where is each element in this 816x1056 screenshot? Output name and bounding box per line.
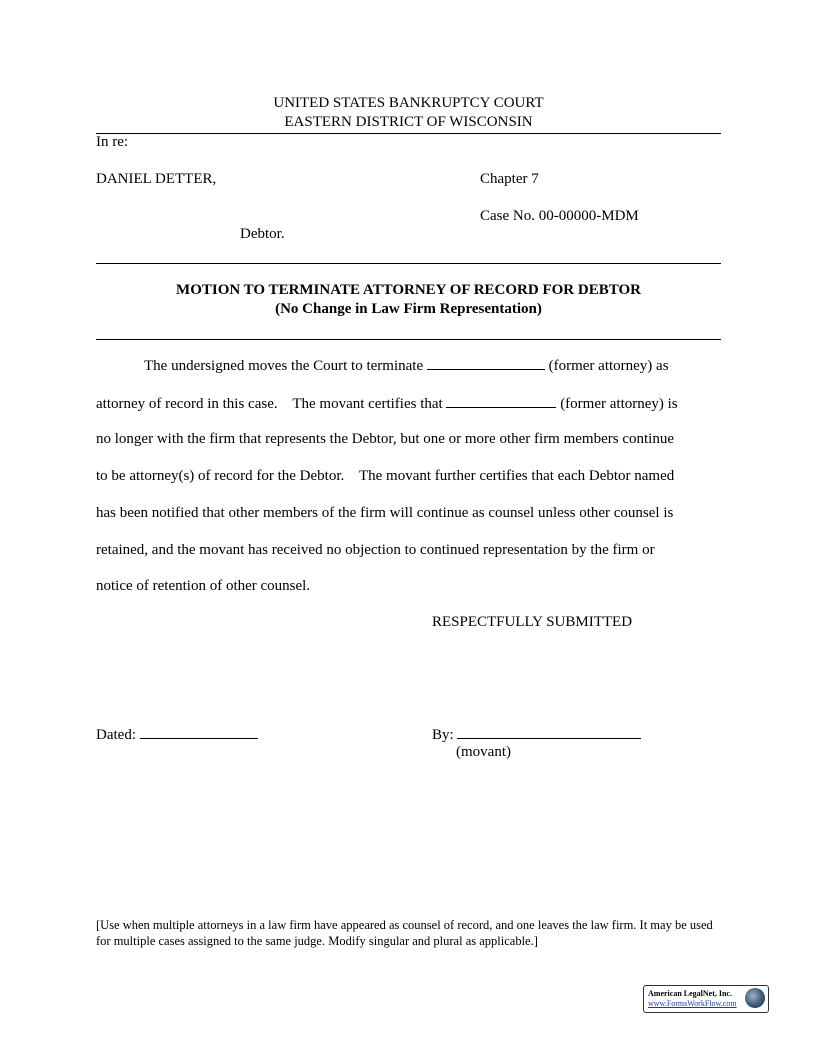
body-line-2: [96, 395, 678, 413]
signature-blank[interactable]: [457, 726, 641, 739]
footer-logo[interactable]: [643, 985, 769, 1013]
motion-subtitle: (No Change in Law Firm Representation): [275, 301, 542, 317]
movant-label: (movant): [456, 744, 511, 760]
body-line-7: notice of retention of other counsel.: [96, 578, 311, 594]
debtor-name: DANIEL DETTER,: [96, 171, 217, 187]
chapter-label: Chapter 7: [480, 171, 539, 187]
usage-note: [Use when multiple attorneys in a law firm have appeared as counsel of record, and one leaves the law firm. It may be used for multiple cases assigned to the same judge. Modify singular and plural as applicable.]: [96, 918, 713, 948]
body-line-1: [144, 357, 669, 375]
by-label: By:: [432, 727, 454, 743]
dated-label: Dated:: [96, 727, 136, 743]
closing-text: RESPECTFULLY SUBMITTED: [432, 614, 633, 630]
dated-blank[interactable]: [140, 726, 258, 739]
motion-title: MOTION TO TERMINATE ATTORNEY OF RECORD FOR DEBTOR: [176, 282, 641, 298]
by-field: [432, 726, 641, 744]
body-line-3: no longer with the firm that represents the Debtor, but one or more other firm members continue: [96, 431, 674, 447]
court-district: EASTERN DISTRICT OF WISCONSIN: [284, 114, 533, 130]
body-line-1-text: The undersigned moves the Court to terminate: [144, 358, 424, 374]
body-line-2-tail: (former attorney) is: [560, 396, 678, 412]
body-line-4: to be attorney(s) of record for the Debtor. The movant further certifies that each Debtor named: [96, 468, 675, 484]
former-attorney-blank-2[interactable]: [446, 395, 556, 408]
former-attorney-blank-1[interactable]: [427, 357, 545, 370]
body-line-2-text: attorney of record in this case. The movant certifies that: [96, 396, 443, 412]
logo-globe-icon: [745, 988, 765, 1008]
body-line-5: has been notified that other members of the firm will continue as counsel unless other counsel is: [96, 505, 674, 521]
case-number: Case No. 00-00000-MDM: [480, 208, 639, 224]
in-re-label: In re:: [96, 134, 129, 150]
court-name: UNITED STATES BANKRUPTCY COURT: [273, 95, 544, 111]
dated-field: [96, 726, 258, 744]
header-divider: [96, 133, 721, 134]
caption-divider: [96, 263, 721, 264]
logo-company-name: American LegalNet, Inc.: [648, 989, 732, 998]
title-divider: [96, 339, 721, 340]
body-line-1-tail: (former attorney) as: [548, 358, 669, 374]
logo-url-link[interactable]: www.FormsWorkFlow.com: [648, 999, 737, 1008]
debtor-label: Debtor.: [240, 226, 285, 242]
body-line-6: retained, and the movant has received no objection to continued representation by the firm or: [96, 542, 655, 558]
